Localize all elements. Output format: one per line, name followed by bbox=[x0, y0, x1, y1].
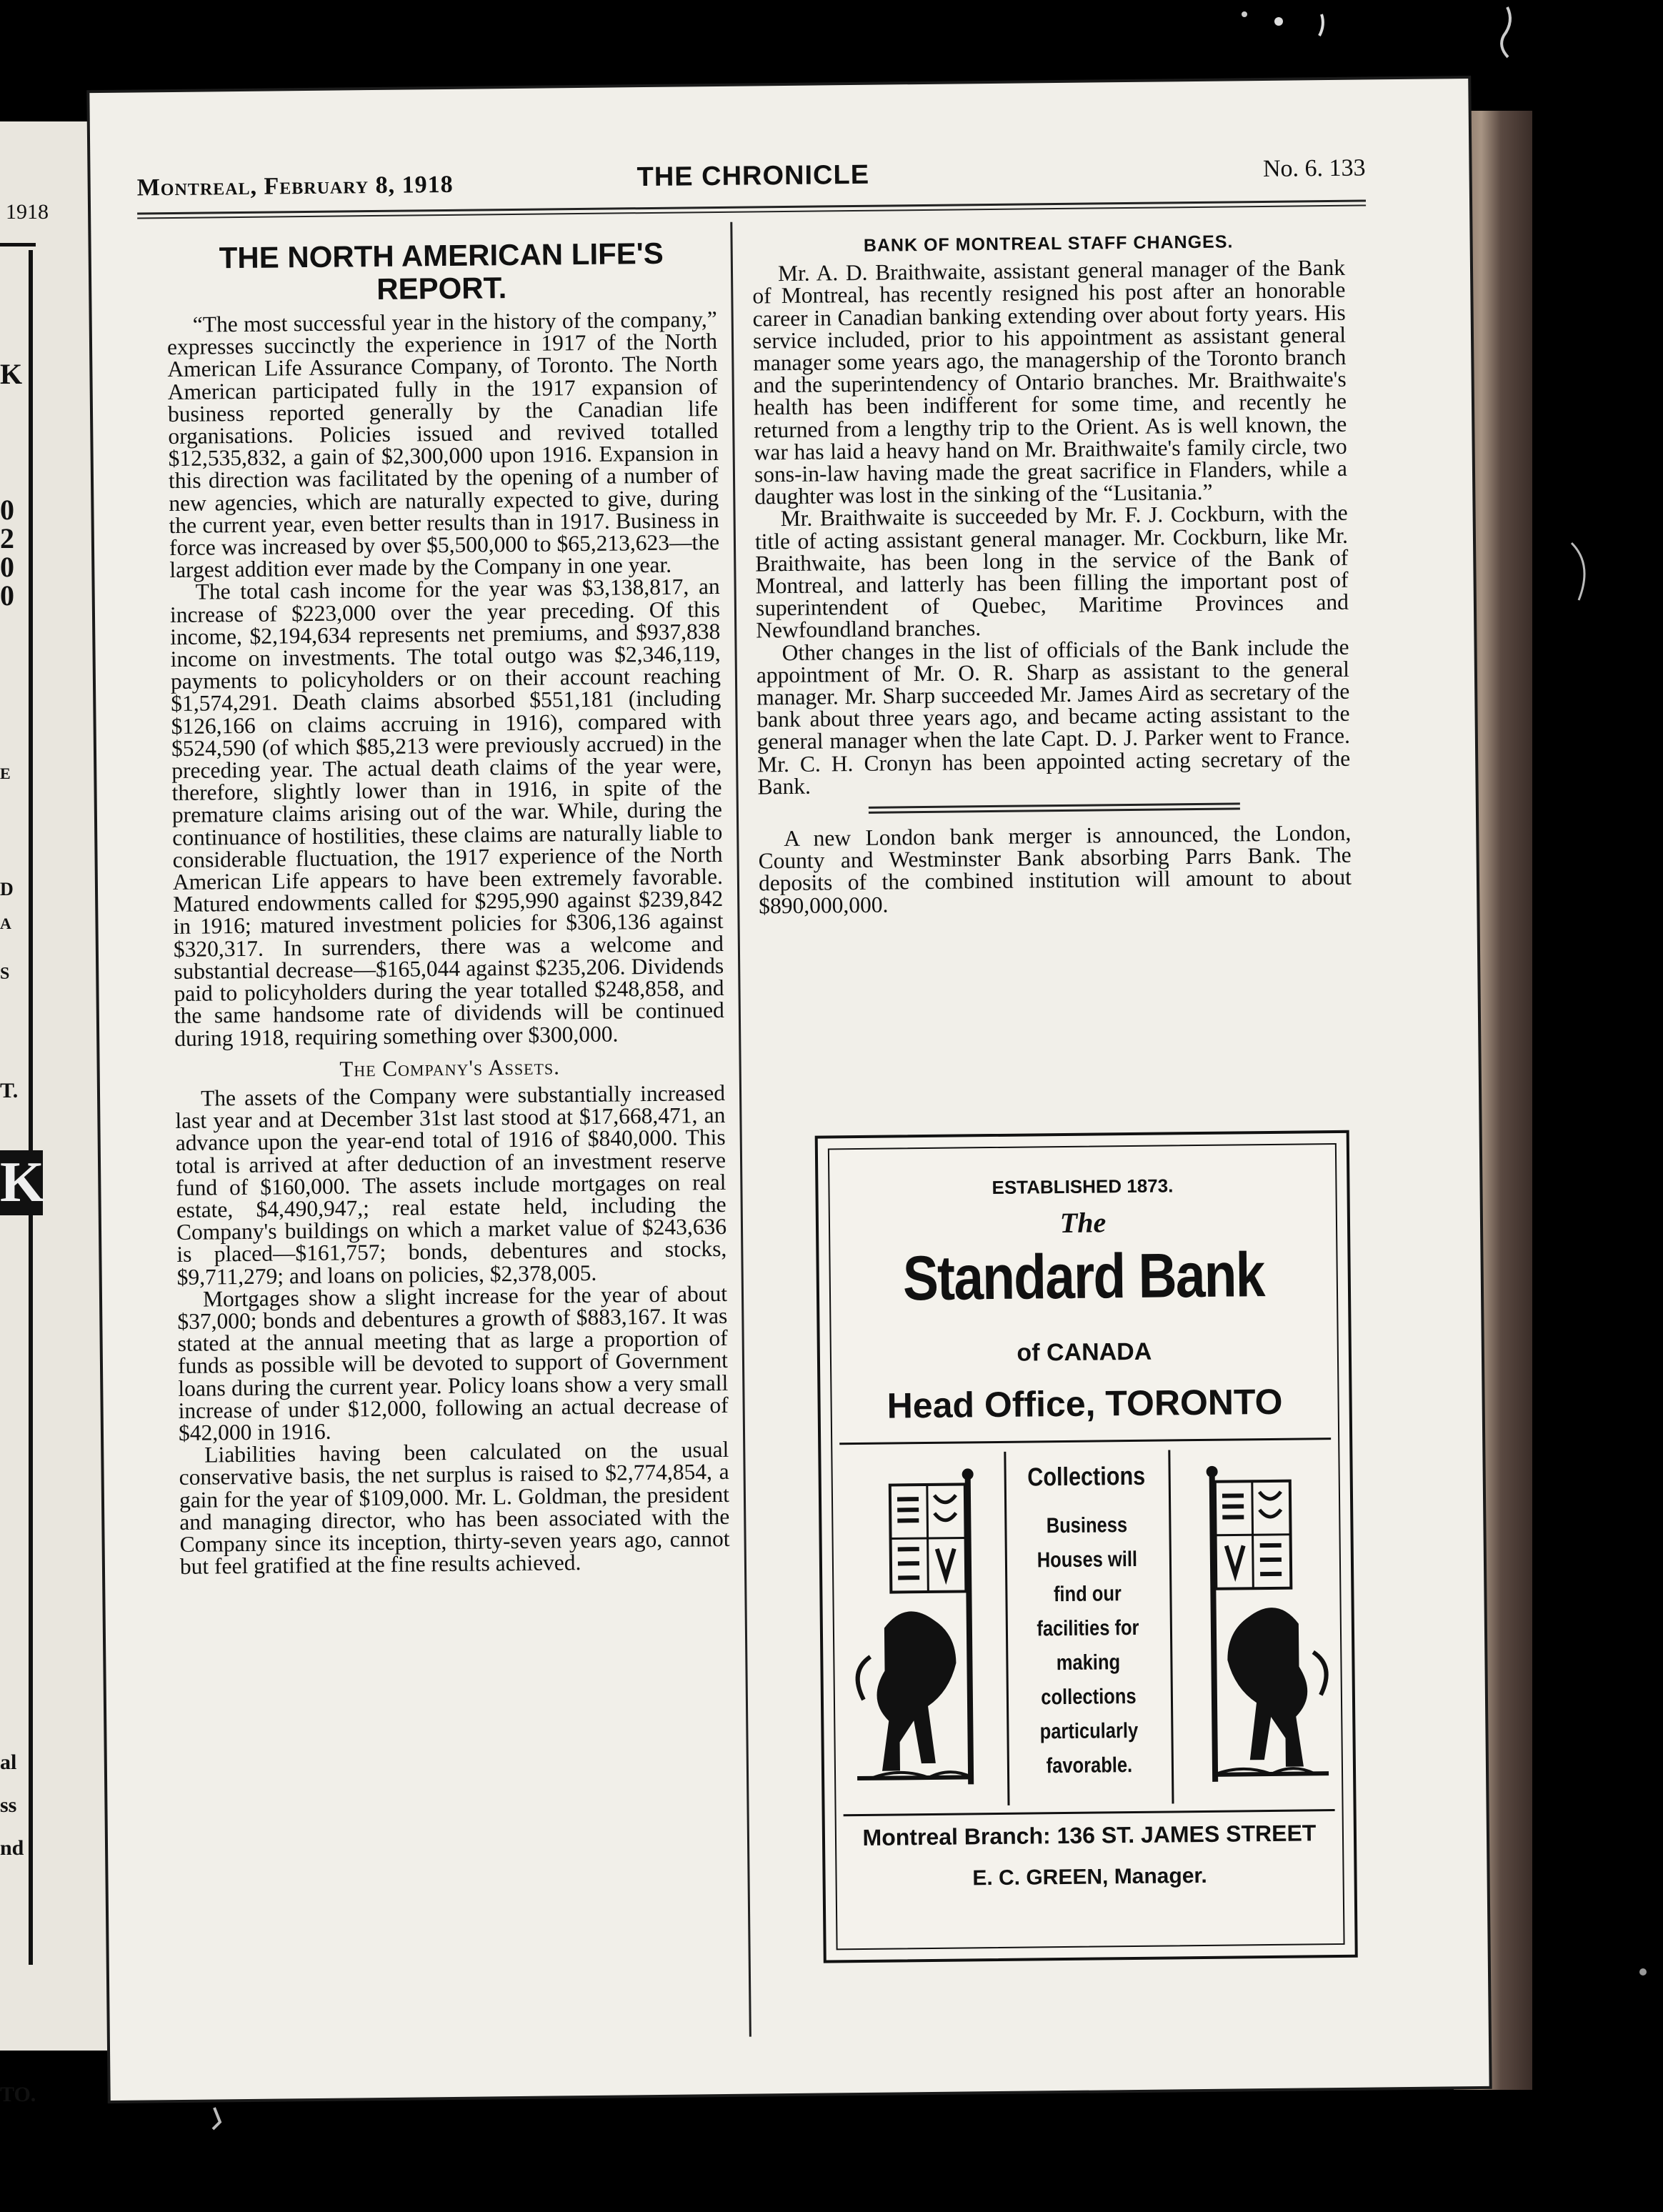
article-title bbox=[166, 236, 717, 308]
article-title: BANK OF MONTREAL STAFF CHANGES. bbox=[863, 231, 1234, 256]
facing-page-fragment-text: S bbox=[0, 965, 10, 983]
facing-page-fragment-text: 0 bbox=[0, 494, 14, 526]
facing-page-fragment-text: T. bbox=[0, 1079, 19, 1102]
header-date: Montreal, February 8, 1918 bbox=[136, 171, 454, 201]
article-paragraph: Other changes in the list of officials of the Bank include the appointment of Mr. O. R. Sharp as assistant to the general manager. Mr. Sharp succeeded Mr. James Aird as secretary of the bank about three years ago, and became acting assistant to the general manager when the late Capt. D. J. Parker went to France. Mr. C. H. Cronyn has been appointed acting secretary of the Bank. bbox=[756, 634, 1351, 799]
lion-rampant-flag-icon bbox=[1175, 1459, 1343, 1789]
article-paragraph: The total cash income for the year was $3,138,817, an increase of $223,000 over the year preceding. Of this income, $2,194,634 represents net premiums, and $937,838 income on investments. The total outgo was $2,346,119, payments to policyholders or on their account reaching $1,574,291. Death claims absorbed $551,181 (including $126,166 on claims accruing in 1916), compared with $524,590 (of which $85,213 were previously accrued) in the preceding year. The actual death claims of the year were, therefore, slightly lower than in 1916, in spite of the premature claims arising out of the war. While, during the continuance of hostilities, these claims are naturally liable to considerable fluctuation, the 1917 experience of the North American Life appears to have been extremely favorable. Matured endowments called for $295,990 against $239,842 in 1916; matured investment policies for $306,136 against $320,317. In surrenders, there was a welcome and substantial decrease—$165,044 against $235,206. Dividends paid to policyholders during the year totalled $248,858, and the same handsome rate of dividends will be continued during 1918, requiring something over $300,000. bbox=[169, 574, 725, 1051]
standard-bank-advertisement bbox=[815, 1130, 1358, 1963]
facing-page-fragment-text: D bbox=[0, 879, 14, 900]
facing-page-fragment-text: al bbox=[0, 1750, 17, 1774]
ad-collections-line: Business bbox=[1046, 1513, 1128, 1538]
article-paragraph: The assets of the Company were substantially increased last year and at December 31st last stood at $17,668,471, an advance upon the year-end total of 1916 of $840,000. This total is arrived at after deduction of an investment reserve fund of $160,000. The assets include mortgages on real estate, $4,490,947,; real estate held, including the Company's buildings on which a market value of $243,636 is placed—$161,757; bonds, debentures and stocks, $9,711,279; and loans on policies, $2,378,005. bbox=[175, 1080, 727, 1290]
facing-page-fragment-text: nd bbox=[0, 1836, 24, 1860]
article-title-line: REPORT. bbox=[376, 271, 507, 306]
facing-page-fragment-text: ss bbox=[0, 1793, 17, 1817]
facing-page-fragment-text: E bbox=[0, 764, 11, 782]
facing-page-fragment-text: 0 bbox=[0, 551, 14, 583]
facing-page-fragment-text: K bbox=[0, 358, 23, 390]
facing-page-fragment-text: TO. bbox=[0, 2083, 36, 2106]
lion-rampant-flag-icon bbox=[839, 1463, 1007, 1793]
section-divider bbox=[869, 802, 1240, 813]
facing-page-fragment-text: 2 bbox=[0, 522, 14, 554]
ad-inner-border bbox=[828, 1143, 1345, 1950]
left-column bbox=[166, 236, 731, 1578]
facing-page-fragment-text: K bbox=[0, 1151, 45, 1214]
facing-page-rule bbox=[0, 243, 36, 246]
facing-page-border bbox=[29, 250, 33, 1965]
ad-manager: E. C. GREEN, Manager. bbox=[972, 1863, 1207, 1890]
article-paragraph: Mortgages show a slight increase for the year of about $37,000; bonds and debentures a growth of $883,167. It was stated at the annual meeting that as large a proportion of funds as possible will be devoted to support of Government loans during the current year. Policy loans show a very small increase of under $12,000, following an actual decrease of $42,000 in 1916. bbox=[177, 1280, 729, 1445]
right-column bbox=[751, 230, 1352, 917]
ad-collections-panel bbox=[1011, 1461, 1164, 1784]
ad-collections-line: favorable. bbox=[1046, 1753, 1133, 1778]
ad-collections-line: facilities for bbox=[1037, 1615, 1139, 1641]
article-paragraph: Liabilities having been calculated on the usual conservative basis, the net surplus is raised to $2,774,854, a gain for the year of $109,000. Mr. L. Goldman, the president and managing director, who has been associated with the Company since its inception, thirty-seven years ago, cannot but feel gratified at the fine results achieved. bbox=[179, 1437, 730, 1580]
ad-collections-line: particularly bbox=[1039, 1718, 1139, 1744]
facing-page-fragment-text: A bbox=[0, 915, 11, 932]
article-paragraph: “The most successful year in the history of the company,” expresses succinctly the experience in 1917 of the North American Life Assurance Company, of Toronto. The North American participated fully in the 1917 expansion of business reported generally by the Canadian life organisations. Policies issued and revived totalled $12,535,832, a gain of $2,300,000 upon 1916. Expansion in this direction was facilitated by the opening of a number of new agencies, which are naturally expected to give, during the current year, even better results than in 1917. Business in force was increased by over $5,500,000 to $65,213,623—the largest addition ever made by the Company in one year. bbox=[166, 307, 720, 583]
ad-collections-line: Houses will bbox=[1037, 1547, 1138, 1573]
ad-of-canada: of CANADA bbox=[1017, 1337, 1152, 1367]
ad-collections-title: Collections bbox=[1027, 1460, 1146, 1492]
ad-rule bbox=[839, 1438, 1331, 1445]
article-title-line: THE NORTH AMERICAN LIFE'S bbox=[219, 236, 664, 275]
facing-page-year: 1918 bbox=[6, 200, 49, 224]
header-title: THE CHRONICLE bbox=[636, 159, 870, 193]
article-paragraph: Mr. Braithwaite is succeeded by Mr. F. J. Cockburn, with the title of acting assistant general manager. Mr. Cockburn, like Mr. Braithwaite, has been long in the service of the Bank of Montreal, and latterly has been filling the important post of superintendent of Quebec, Maritime Provinces and Newfoundland branches. bbox=[754, 500, 1349, 643]
article-paragraph: Mr. A. D. Braithwaite, assistant general manager of the Bank of Montreal, has recently resigned his post after an honorable career in Canadian banking extending over about forty years. His service included, prior to his appointment as assistant general manager some years ago, the managership of the Toronto branch and the superintendency of Ontario branches. Mr. Braithwaite's health has been indifferent for some time, and recently he returned from a lengthy trip to the Orient. As is well known, the war has laid a heavy hand on Mr. Braithwaite's family circle, two sons-in-law having made the great sacrifice in Flanders, while a daughter was lost in the sinking of the “Lusitania.” bbox=[752, 254, 1348, 509]
merger-note: A new London bank merger is announced, the London, County and Westminster Bank absorbing Parrs Bank. The deposits of the combined institution will amount to about $890,000,000. bbox=[758, 819, 1352, 919]
article-subheading: The Company's Assets. bbox=[339, 1054, 561, 1082]
ad-collections-line: making bbox=[1056, 1650, 1121, 1675]
ad-branch-address: Montreal Branch: 136 ST. JAMES STREET bbox=[862, 1820, 1317, 1850]
newspaper-page bbox=[89, 79, 1489, 2101]
facing-page-fragment-text: 0 bbox=[0, 579, 14, 612]
ad-established: ESTABLISHED 1873. bbox=[992, 1175, 1174, 1199]
ad-vertical-rule bbox=[1168, 1450, 1174, 1803]
ad-bank-name: Standard Bank bbox=[902, 1239, 1265, 1314]
ad-the: The bbox=[1059, 1206, 1107, 1240]
ad-collections-line: collections bbox=[1041, 1684, 1137, 1710]
ad-collections-line: find our bbox=[1053, 1582, 1122, 1607]
header-issue-number: No. 6. 133 bbox=[1262, 154, 1366, 182]
ad-rule bbox=[844, 1809, 1335, 1816]
column-divider bbox=[730, 222, 751, 2037]
ad-head-office: Head Office, TORONTO bbox=[887, 1381, 1283, 1426]
